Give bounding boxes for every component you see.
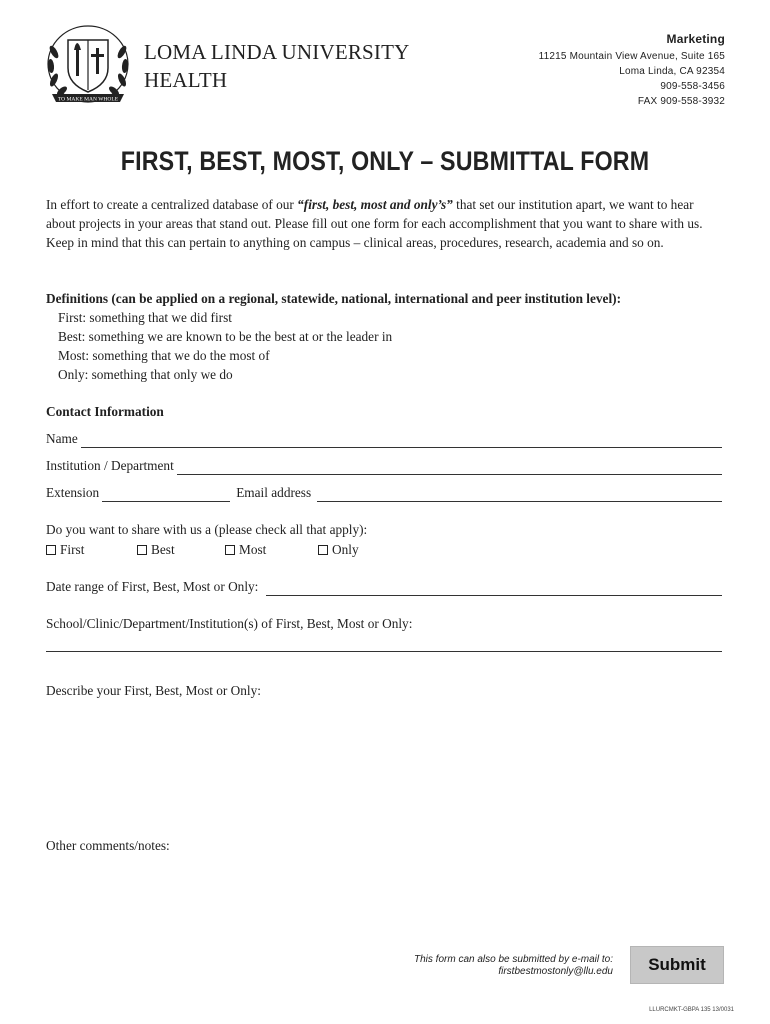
option-most-label: Most	[239, 542, 267, 557]
department-name: Marketing	[666, 32, 725, 46]
intro-text-after: that set our institution apart, we want to hear about projects in your areas that stand out. Please fill out one form for each accomplishment that you want to share with us. Keep in mind that this can pertain to anything on campus – clinical areas, procedures, research, academia and so on.	[46, 197, 703, 250]
seal-motto: TO MAKE MAN WHOLE	[57, 96, 119, 103]
submission-email[interactable]: firstbestmostonly@llu.edu	[498, 966, 613, 977]
date-range-field[interactable]	[266, 582, 722, 596]
institution-row	[46, 456, 722, 475]
school-label: School/Clinic/Department/Institution(s) of First, Best, Most or Only:	[46, 616, 413, 631]
definition-first: First: something that we did first	[58, 310, 232, 325]
date-range-row	[46, 577, 722, 596]
form-code: LLURCMKT-GBPA 135 13/0031	[649, 1007, 734, 1013]
definition-only: Only: something that only we do	[58, 367, 233, 382]
definition-most: Most: something that we do the most of	[58, 348, 270, 363]
email-submission-note	[360, 954, 613, 978]
email-label: Email address	[236, 485, 312, 500]
option-best-label: Best	[151, 542, 175, 557]
definition-best: Best: something we are known to be the best at or the leader in	[58, 329, 393, 344]
describe-area[interactable]	[46, 704, 722, 824]
definitions-block	[46, 289, 726, 384]
describe-label: Describe your First, Best, Most or Only:	[46, 683, 261, 698]
option-most[interactable]	[225, 540, 318, 559]
intro-emphasis: “first, best, most and only’s”	[297, 197, 453, 212]
checkbox-first[interactable]	[46, 545, 56, 555]
extension-label: Extension	[46, 485, 100, 500]
definitions-heading: Definitions (can be applied on a regional, statewide, national, international and peer institution level):	[46, 291, 621, 306]
contact-heading: Contact Information	[46, 404, 164, 419]
phone-number: 909-558-3456	[660, 81, 725, 92]
fax-number: FAX 909-558-3932	[637, 96, 725, 107]
checkbox-only[interactable]	[318, 545, 328, 555]
school-field[interactable]	[46, 639, 722, 652]
share-options	[46, 540, 726, 559]
comments-label: Other comments/notes:	[46, 838, 170, 853]
submit-button[interactable]: Submit	[630, 946, 724, 984]
extension-field[interactable]	[102, 488, 230, 502]
checkbox-most[interactable]	[225, 545, 235, 555]
option-best[interactable]	[137, 540, 225, 559]
name-row	[46, 429, 722, 448]
address-line2: Loma Linda, CA 92354	[619, 66, 725, 77]
name-label: Name	[46, 431, 78, 446]
email-field[interactable]	[317, 488, 722, 502]
org-name-line2: HEALTH	[144, 68, 228, 92]
form-title: FIRST, BEST, MOST, ONLY – SUBMITTAL FORM	[120, 146, 650, 176]
org-name-line1: LOMA LINDA UNIVERSITY	[144, 40, 410, 64]
option-first-label: First	[60, 542, 85, 557]
name-field[interactable]	[81, 434, 722, 448]
comments-area[interactable]	[46, 859, 722, 939]
institution-label: Institution / Department	[46, 458, 174, 473]
address-block	[539, 32, 725, 109]
email-note-line1: This form can also be submitted by e-mail to:	[414, 954, 613, 965]
option-only[interactable]	[318, 540, 359, 559]
intro-text-before: In effort to create a centralized database of our	[46, 197, 298, 212]
institution-field[interactable]	[177, 461, 722, 475]
intro-paragraph	[46, 195, 726, 252]
checkbox-best[interactable]	[137, 545, 147, 555]
option-first[interactable]	[46, 540, 137, 559]
address-line1: 11215 Mountain View Avenue, Suite 165	[538, 51, 725, 62]
option-only-label: Only	[332, 542, 359, 557]
date-range-label: Date range of First, Best, Most or Only:	[46, 579, 259, 594]
llu-seal-logo	[44, 24, 132, 108]
extension-email-row	[46, 483, 722, 502]
share-question: Do you want to share with us a (please check all that apply):	[46, 522, 368, 537]
